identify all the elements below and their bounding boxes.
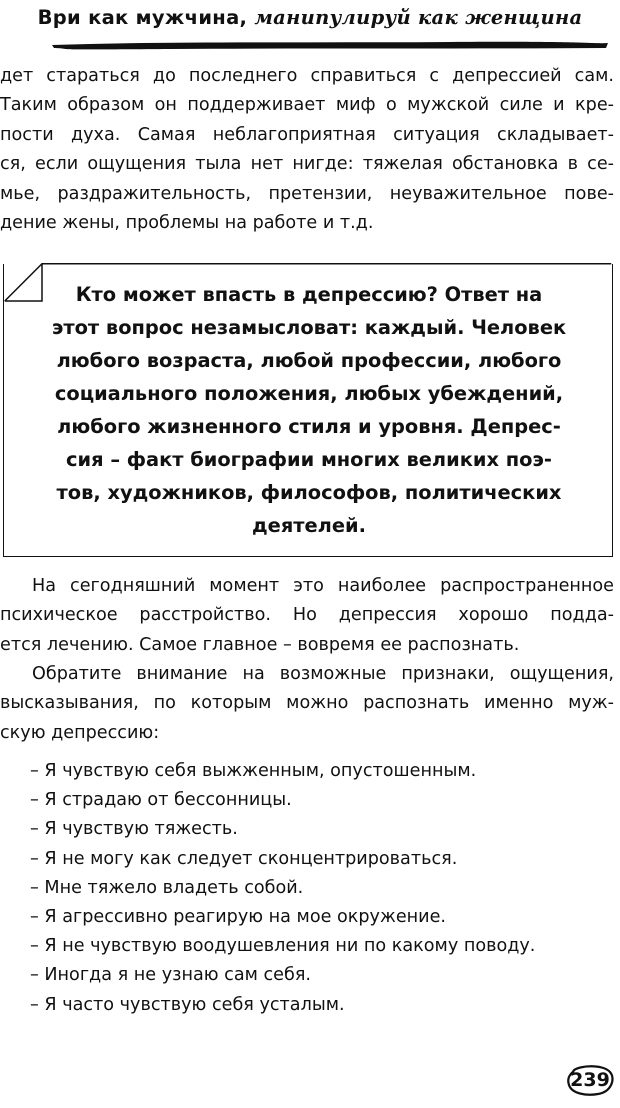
text-line: дет стараться до последнего справиться с депрессией сам. [0, 66, 614, 86]
text-line: высказывания, по которым можно распознать именно муж- [0, 693, 614, 714]
callout-line: этот вопрос незамысловат: каждый. Человек [51, 316, 567, 339]
list-item: – Иногда я не узнаю сам себя. [30, 965, 311, 986]
symptoms-list [30, 757, 535, 1020]
text-line: скую депрессию: [0, 722, 160, 743]
list-item: – Я не чувствую воодушевления ни по какому поводу. [30, 936, 536, 957]
text-line: мье, раздражительность, претензии, неуважительное пове- [0, 183, 614, 204]
running-header [0, 6, 620, 60]
intro-paragraph [0, 62, 614, 238]
text-line: Таким образом он поддерживает миф о мужской силе и кре- [0, 95, 614, 116]
callout-line: деятелей. [252, 514, 366, 537]
callout-line: любого жизненного стиля и уровня. Депрес- [57, 415, 561, 438]
text-line: ся, если ощущения тыла нет нигде: тяжелая обстановка в се- [0, 154, 614, 175]
running-header-title [0, 6, 620, 29]
text-line: Обратите внимание на возможные признаки, ощущения, [32, 664, 614, 684]
callout-line: любого возраста, любой профессии, любого [56, 349, 562, 372]
text-line: На сегодняшний момент это наиболее распространенное [32, 576, 614, 596]
callout-line: тов, художников, философов, политических [56, 481, 562, 504]
list-item: – Я чувствую себя выжженным, опустошенным. [30, 761, 477, 781]
text-line: пости духа. Самая неблагоприятная ситуация складывает- [0, 124, 614, 145]
callout-line: Кто может впасть в депрессию? Ответ на [75, 283, 543, 306]
list-item: – Я чувствую тяжесть. [30, 819, 238, 840]
callout-box [3, 264, 613, 557]
list-item: – Мне тяжело владеть собой. [30, 877, 304, 898]
list-item: – Я страдаю от бессонницы. [30, 790, 292, 811]
page-number-label: 239 [570, 1069, 610, 1091]
list-item: – Я не могу как следует сконцентрироваться. [30, 848, 458, 869]
callout-text [26, 278, 592, 542]
callout-line: сия – факт биографии многих великих поэ- [66, 448, 552, 471]
treatment-paragraph [0, 572, 614, 660]
text-line: ется лечению. Самое главное – вовремя ее распознать. [0, 634, 520, 655]
list-item: – Я агрессивно реагирую на мое окружение. [30, 907, 446, 928]
header-title-right: манипулируй как женщина [254, 6, 583, 29]
text-line: дение жены, проблемы на работе и т.д. [0, 213, 374, 234]
header-title-left: Ври как мужчина, [37, 6, 248, 29]
header-brush-underline [50, 38, 610, 52]
symptoms-intro-paragraph [0, 660, 614, 748]
text-line: психическое расстройство. Но депрессия хорошо подда- [0, 605, 614, 626]
list-item: – Я часто чувствую себя усталым. [30, 994, 345, 1015]
callout-line: социального положения, любых убеждений, [54, 382, 564, 405]
page-number [565, 1063, 615, 1097]
